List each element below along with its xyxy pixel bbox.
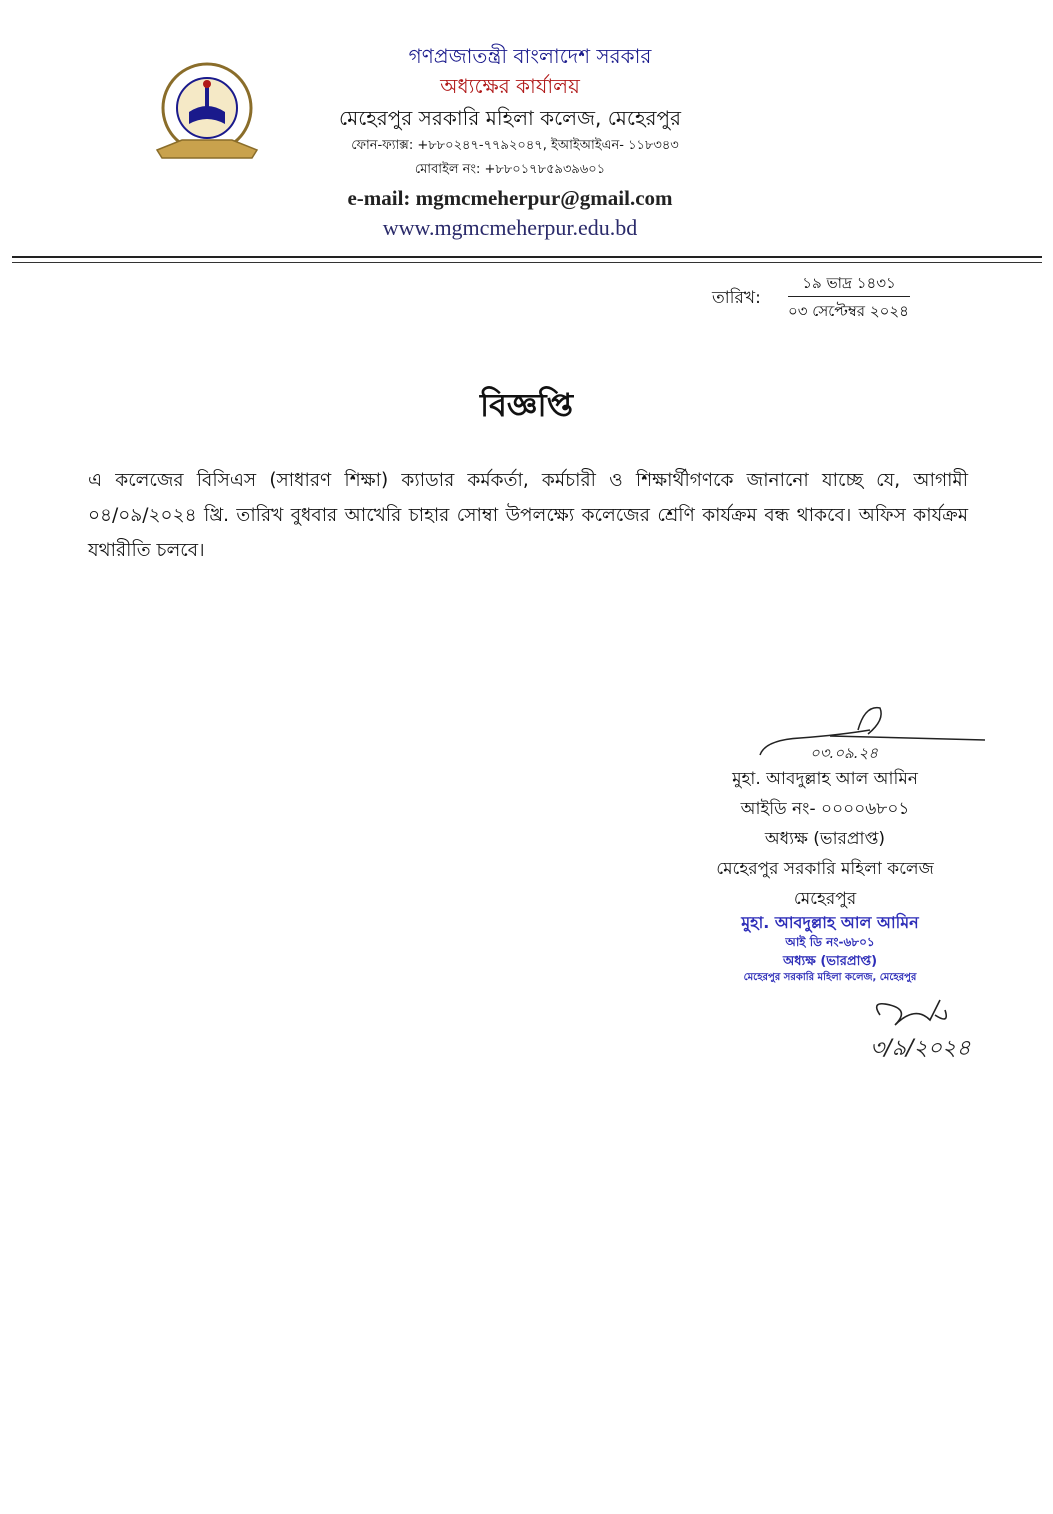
seal-college: মেহেরপুর সরকারি মহিলা কলেজ, মেহেরপুর <box>743 972 917 983</box>
mobile-number: মোবাইল নং: +৮৮০১৭৮৫৯৩৯৬০১ <box>414 162 606 177</box>
college-logo <box>152 60 262 165</box>
signature-date: ০৩.০৯.২৪ <box>810 744 879 762</box>
government-heading: গণপ্রজাতন্ত্রী বাংলাদেশ সরকার <box>408 44 652 68</box>
header-divider-thin <box>12 262 1042 263</box>
email-address: e-mail: mgmcmeherpur@gmail.com <box>347 186 673 210</box>
seal-title: অধ্যক্ষ (ভারপ্রাপ্ত) <box>782 954 878 969</box>
signature-scribble <box>740 700 990 770</box>
date-english: ০৩ সেপ্টেম্বর ২০২৪ <box>788 302 909 320</box>
website-url: www.mgmcmeherpur.edu.bd <box>382 215 638 240</box>
college-heading: মেহেরপুর সরকারি মহিলা কলেজ, মেহেরপুর <box>338 106 682 130</box>
signatory-college: মেহেরপুর সরকারি মহিলা কলেজ <box>716 859 934 879</box>
notice-body: এ কলেজের বিসিএস (সাধারণ শিক্ষা) ক্যাডার কর্মকর্তা, কর্মচারী ও শিক্ষার্থীগণকে জানানো যাচ্ছে যে, আগামী ০৪/০৯/২০২৪ খ্রি. তারিখ বুধবার আখেরি চাহার সোম্বা উপলক্ষ্যে কলেজের শ্রেণি কার্যক্রম বন্ধ থাকবে। অফিস কার্যক্রম যথারীতি চলবে। <box>88 470 968 561</box>
signatory-title: অধ্যক্ষ (ভারপ্রাপ্ত) <box>764 829 886 849</box>
signatory-name: মুহা. আবদুল্লাহ আল আমিন <box>732 769 918 789</box>
seal-id: আই ডি নং-৬৮০১ <box>785 935 875 949</box>
date-divider <box>788 296 910 297</box>
date-bangla: ১৯ ভাদ্র ১৪৩১ <box>802 274 896 292</box>
date-label: তারিখ: <box>712 288 761 308</box>
notice-title: বিজ্ঞপ্তি <box>479 386 574 424</box>
header-divider <box>12 256 1042 258</box>
signatory-id: আইডি নং- ০০০০৬৮০১ <box>740 799 910 819</box>
initials-date: ৩/৯/২০২৪ <box>870 1036 971 1061</box>
office-heading: অধ্যক্ষের কার্যালয় <box>440 74 580 98</box>
signatory-city: মেহেরপুর <box>793 889 857 909</box>
initials-signature <box>850 995 1050 1075</box>
phone-fax: ফোন-ফ্যাক্স: +৮৮০২৪৭-৭৭৯২০৪৭, ইআইআইএন- ১১৮৩৪৩ <box>351 138 679 153</box>
seal-name: মুহা. আবদুল্লাহ আল আমিন <box>741 913 919 932</box>
